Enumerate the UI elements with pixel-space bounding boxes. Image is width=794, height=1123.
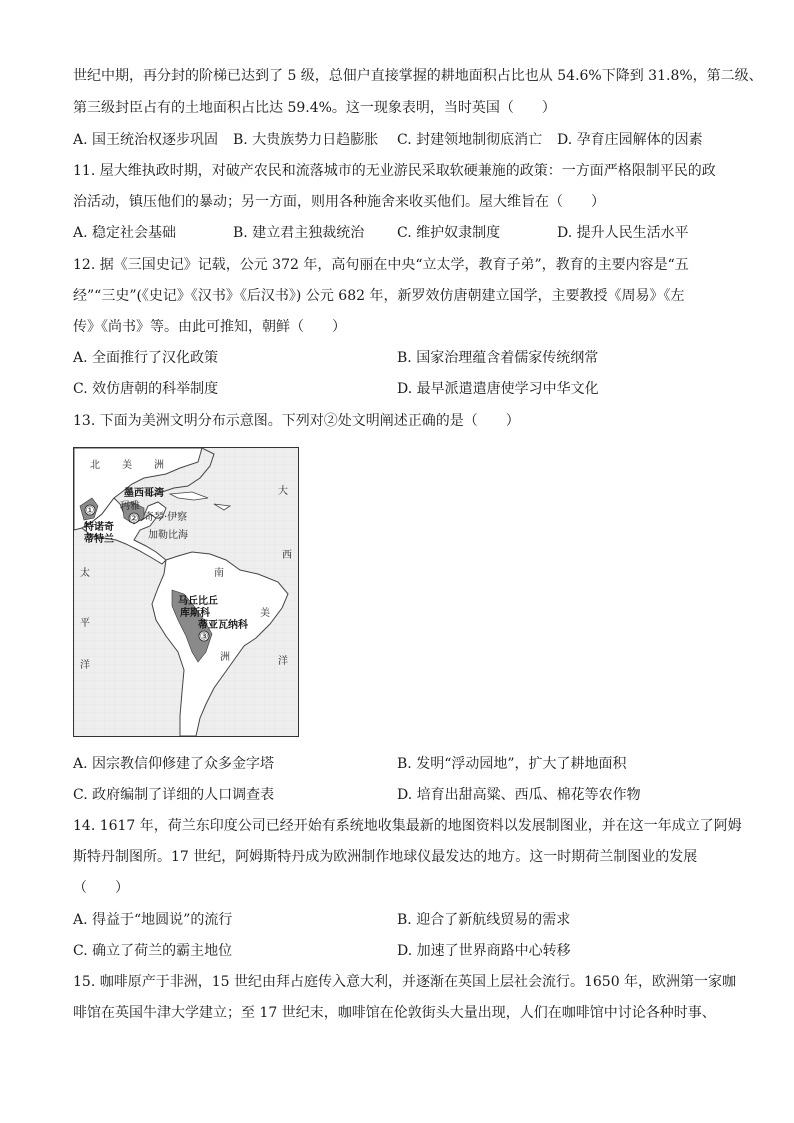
label-pacific-2: 平 — [80, 618, 90, 629]
q11-option-d: D. 提升人民生活水平 — [557, 225, 689, 241]
label-south-3: 洲 — [220, 652, 230, 663]
q14-option-c: C. 确立了荷兰的霸主地位 — [73, 943, 233, 959]
label-chichen-itza: 奇琴·伊察 — [144, 512, 188, 523]
label-atlantic-1: 大 — [278, 486, 288, 497]
q12-stem-line-3: 传》《尚书》等。由此可推知，朝鲜（ ） — [73, 319, 346, 335]
q15-stem-line-2: 啡馆在英国牛津大学建立；至 17 世纪末，咖啡馆在伦敦街头大量出现，人们在咖啡馆中讨论各种时事、 — [73, 1005, 716, 1021]
americas-civilization-map — [73, 447, 299, 737]
map-svg — [74, 448, 298, 736]
label-south-2: 美 — [260, 608, 270, 619]
label-north-2: 美 — [122, 460, 132, 471]
q11-option-c: C. 维护奴隶制度 — [397, 225, 501, 241]
label-machu-picchu: 马丘比丘 — [178, 596, 218, 607]
q14-option-b: B. 迎合了新航线贸易的需求 — [397, 912, 571, 928]
label-south-1: 南 — [214, 568, 224, 579]
q12-stem-line-1: 12. 据《三国史记》记载，公元 372 年，高句丽在中央“立太学，教育子弟”，教育的主要内容是“五 — [73, 257, 689, 273]
label-north-3: 洲 — [154, 460, 164, 471]
q12-option-c: C. 效仿唐朝的科举制度 — [73, 381, 219, 397]
label-pacific-1: 太 — [80, 568, 90, 579]
q11-stem-line-1: 11. 屋大维执政时期，对破产农民和流落城市的无业游民采取软硬兼施的政策：一方面严格限制平民的政 — [73, 163, 716, 179]
q10-stem-line-1: 世纪中期，再分封的阶梯已达到了 5 级，总佃户直接掌握的耕地面积占比也从 54.6%下降到 31.8%，第二级、 — [73, 68, 763, 84]
label-gulf-of-mexico: 墨西哥湾 — [124, 488, 164, 499]
label-north-1: 北 — [90, 460, 100, 471]
q14-option-a: A. 得益于“地圆说”的流行 — [73, 912, 233, 928]
q11-stem-line-2: 治活动，镇压他们的暴动；另一方面，则用各种施舍来收买他们。屋大维旨在（ ） — [73, 194, 605, 210]
label-caribbean: 加勒比海 — [148, 530, 188, 541]
q12-option-d: D. 最早派遣遣唐使学习中华文化 — [397, 381, 599, 397]
q10-option-d: D. 孕育庄园解体的因素 — [557, 132, 703, 148]
q12-stem-line-2: 经”“三史”(《史记》《汉书》《后汉书》) 公元 682 年，新罗效仿唐朝建立国学，主要教授《周易》《左 — [73, 288, 685, 304]
q11-option-a: A. 稳定社会基础 — [73, 225, 177, 241]
q14-stem-line-1: 14. 1617 年，荷兰东印度公司已经开始有系统地收集最新的地图资料以发展制图业，并在这一年成立了阿姆 — [73, 818, 742, 834]
label-cusco: 库斯科 — [180, 608, 210, 619]
label-atlantic-3: 洋 — [278, 656, 288, 667]
q10-option-c: C. 封建领地制彻底消亡 — [397, 132, 543, 148]
q13-option-b: B. 发明“浮动园地”，扩大了耕地面积 — [397, 756, 627, 772]
q15-stem-line-1: 15. 咖啡原产于非洲，15 世纪由拜占庭传入意大利，并逐渐在英国上层社会流行。1650 年，欧洲第一家咖 — [73, 974, 737, 990]
q13-option-d: D. 培育出甜高粱、西瓜、棉花等农作物 — [397, 787, 641, 803]
label-pacific-3: 洋 — [80, 660, 90, 671]
q13-option-c: C. 政府编制了详细的人口调查表 — [73, 787, 275, 803]
label-tiwanaku: 蒂亚瓦纳科 — [198, 620, 248, 631]
q12-option-a: A. 全面推行了汉化政策 — [73, 350, 219, 366]
q13-option-a: A. 因宗教信仰修建了众多金字塔 — [73, 756, 275, 772]
q10-option-b: B. 大贵族势力日趋膨胀 — [233, 132, 379, 148]
q12-option-b: B. 国家治理蕴含着儒家传统纲常 — [397, 350, 599, 366]
marker-2: ② — [129, 513, 139, 525]
q14-stem-line-2: 斯特丹制图所。17 世纪，阿姆斯特丹成为欧洲制作地球仪最发达的地方。这一时期荷兰制图业的发展 — [73, 849, 698, 865]
q11-option-b: B. 建立君主独裁统治 — [233, 225, 365, 241]
marker-3: ③ — [199, 631, 209, 643]
q13-stem: 13. 下面为美洲文明分布示意图。下列对②处文明阐述正确的是（ ） — [73, 413, 520, 429]
q10-option-a: A. 国王统治权逐步巩固 — [73, 132, 219, 148]
marker-1: ① — [85, 505, 95, 517]
label-tenochtitlan-b: 蒂特兰 — [84, 534, 114, 545]
label-tenochtitlan-a: 特诺奇 — [84, 522, 114, 533]
label-atlantic-2: 西 — [282, 550, 292, 561]
q10-stem-line-2: 第三级封臣占有的土地面积占比达 59.4%。这一现象表明，当时英国（ ） — [73, 100, 556, 116]
q14-option-d: D. 加速了世界商路中心转移 — [397, 943, 571, 959]
q14-stem-line-3: （ ） — [73, 880, 129, 896]
label-maya: 玛雅 — [120, 501, 140, 512]
